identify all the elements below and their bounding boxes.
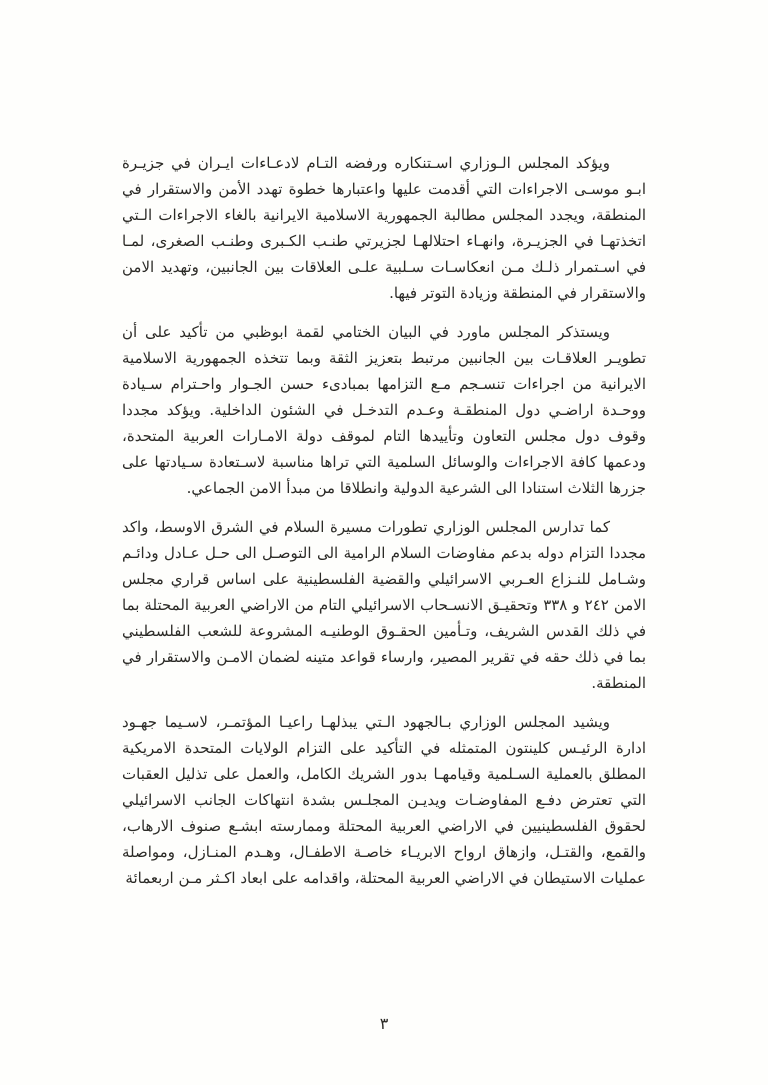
paragraph: ويستذكر المجلس ماورد في البيان الختامي لقمة ابوظبي من تأكيد على أن تطويـر العلاقـات بين الجانبين مرتبط بتعزيز الثقة وبما تتخذه الجمهورية الاسلامية الايرانية من اجراءات تنسـجم مـع التزامها بمبادىء حسن الجـوار واحـترام سـيادة ووحـدة اراضـي دول المنطقـة وعـدم التدخـل في الشئون الداخلية. ويؤكد مجددا وقوف دول مجلس التعاون وتأييدها التام لموقف دولة الامـارات العربية المتحدة، ودعمها كافة الاجراءات والوسائل السلمية التي تراها مناسبة لاسـتعادة سـيادتها على جزرها الثلاث استنادا الى الشرعية الدولية وانطلاقا من مبدأ الامن الجماعي. <box>122 323 646 497</box>
page-number: ٣ <box>379 1014 389 1033</box>
paragraph: ويؤكد المجلس الـوزاري اسـتنكاره ورفضه التـام لادعـاءات ايـران في جزيـرة ابـو موسـى الاجراءات التي أقدمت عليها واعتبارها خطوة تهدد الأمن والاستقرار في المنطقة، ويجدد المجلس مطالبة الجمهورية الاسلامية الايرانية بالغاء الاجراءات الـتي اتخذتهـا في الجزيـرة، وانهـاء احتلالهـا لجزيرتي طنـب الكـبرى وطنـب الصغرى، لمـا في اسـتمرار ذلـك مـن انعكاسـات سـلبية علـى العلاقات بين الجانبين، وتهديد الامن والاستقرار في المنطقة وزيادة التوتر فيها. <box>122 154 646 302</box>
paragraph: كما تدارس المجلس الوزاري تطورات مسيرة السلام في الشرق الاوسط، واكد مجددا التزام دوله بدعم مفاوضات السلام الرامية الى التوصـل الى حـل عـادل ودائـم وشـامل للنـزاع العـربي الاسرائيلي والقضية الفلسطينية على اساس قراري مجلس الامن ٢٤٢ و ٣٣٨ وتحقيـق الانسـحاب الاسرائيلي التام من الاراضي العربية المحتلة بما في ذلك القدس الشريف، وتـأمين الحقـوق الوطنيـه المشروعة للشعب الفلسطيني بما في ذلك حقه في تقرير المصير، وارساء قواعد متينه لضمان الامـن والاستقرار في المنطقة. <box>122 518 647 692</box>
paragraph: ويشيد المجلس الوزاري بـالجهود الـتي يبذلهـا راعيـا المؤتمـر، لاسـيما جهـود ادارة الرئيـس كلينتون المتمثله في التأكيد على التزام الولايات المتحدة الامريكية المطلق بالعملية السـلمية وقيامهـا بدور الشريك الكامل، والعمل على تذليل العقبات التي تعترض دفـع المفاوضـات ويديـن المجلـس بشدة انتهاكات الجانب الاسرائيلي لحقوق الفلسطينيين في الاراضي العربية المحتلة وممارسته ابشـع صنوف الارهاب، والقمع، والقتـل، وازهاق ارواح الابريـاء خاصـة الاطفـال، وهـدم المنـازل، ومواصلة عمليات الاستيطان في الاراضي العربية المحتلة، واقدامه على ابعاد اكـثر مـن اربعمائة <box>122 713 646 887</box>
document-text-block <box>122 150 646 904</box>
